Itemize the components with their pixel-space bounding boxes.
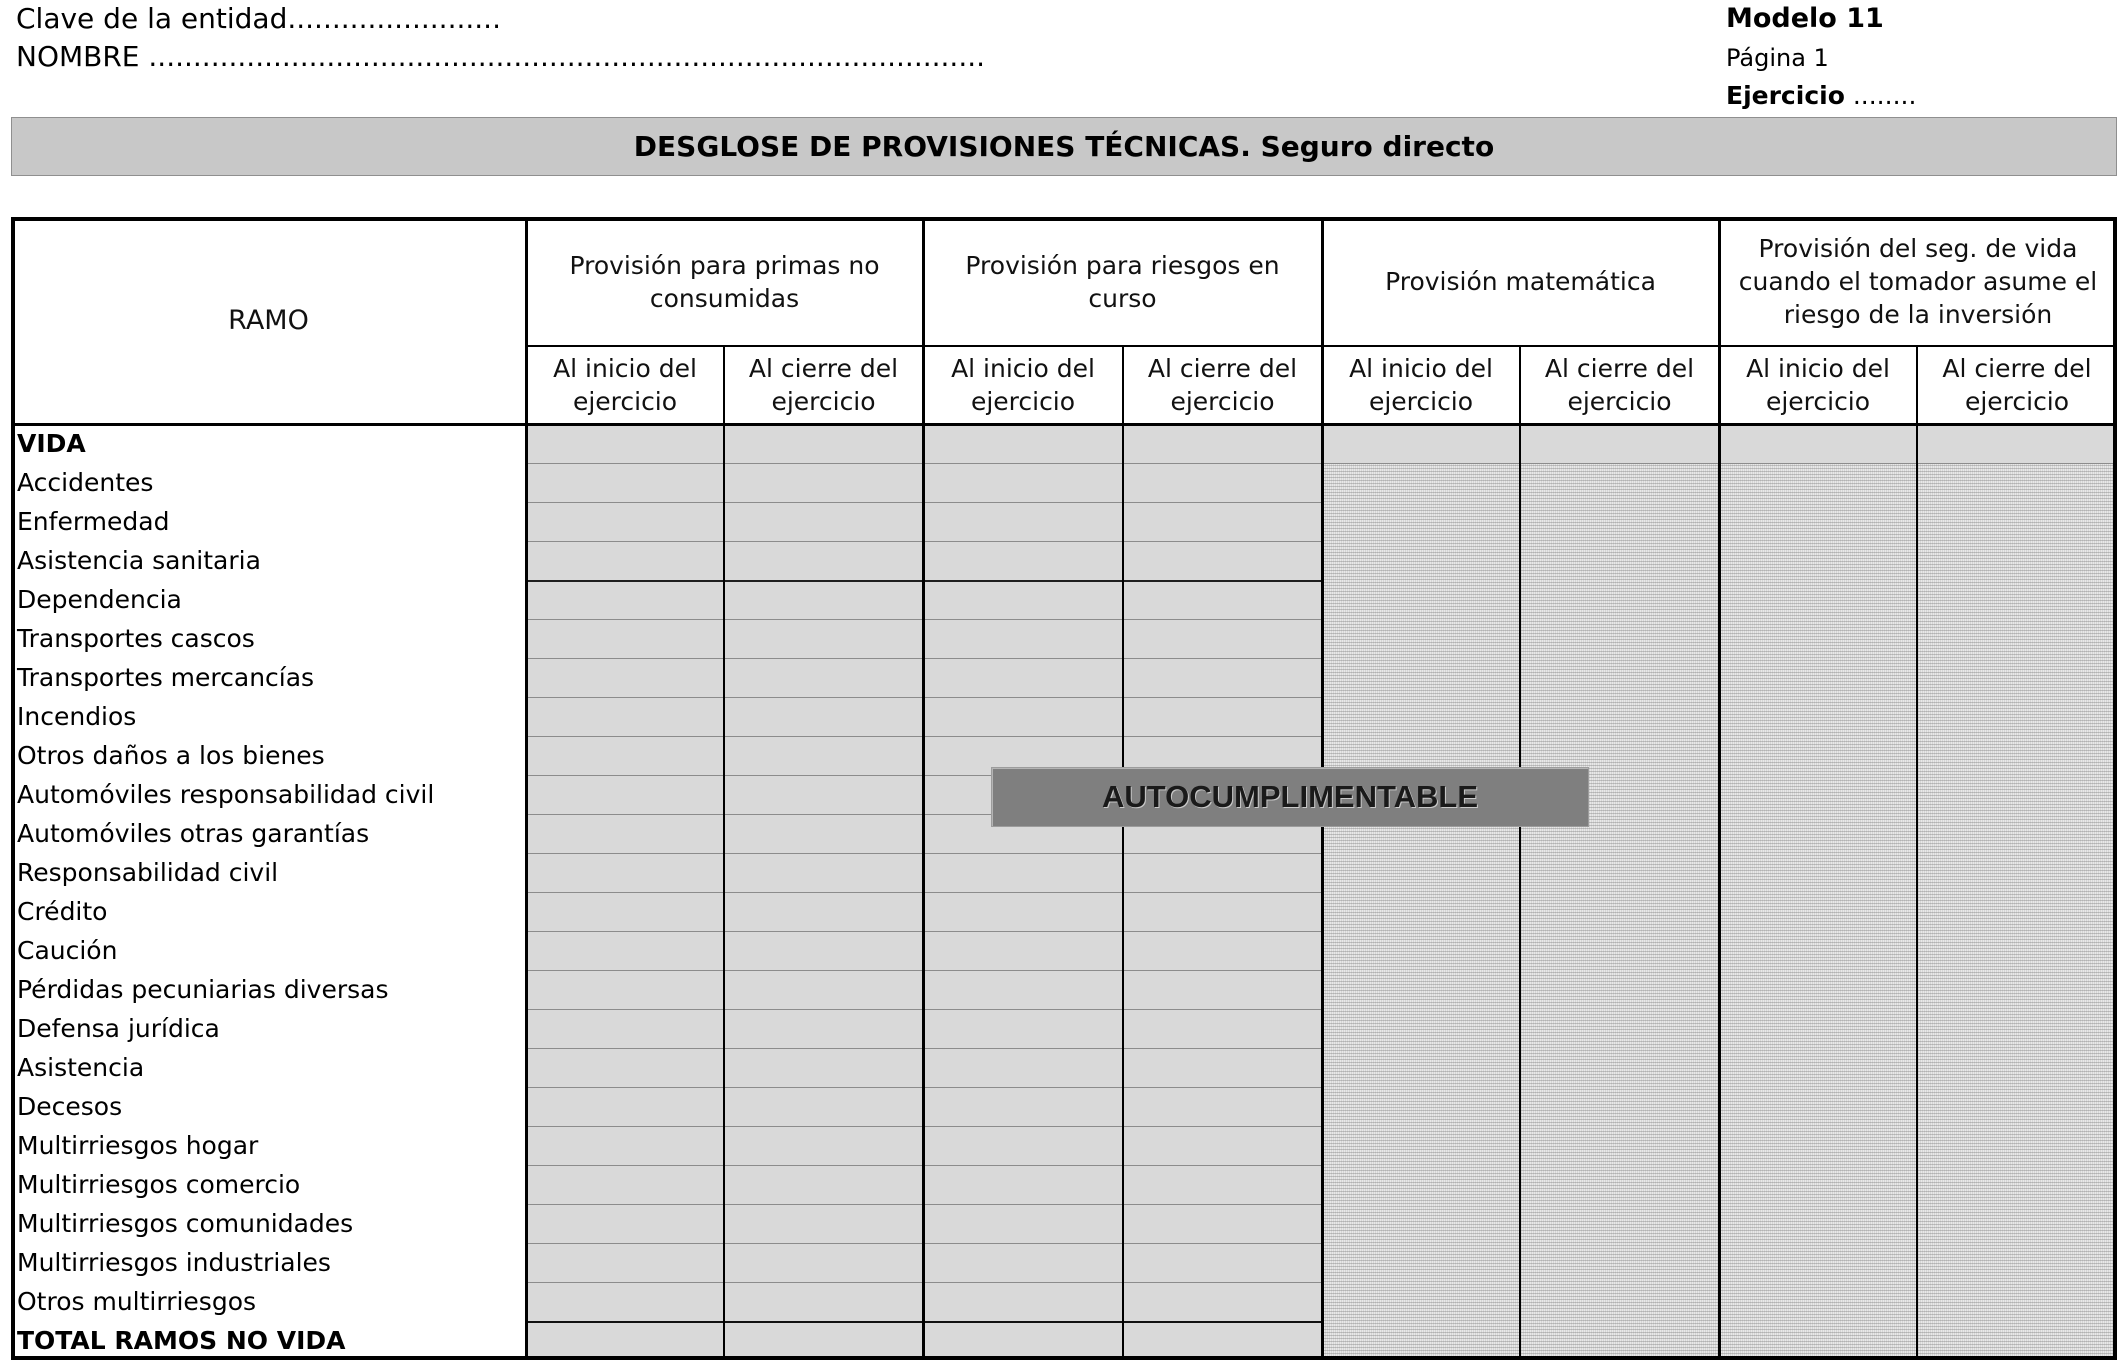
not-applicable-cell <box>1520 931 1719 970</box>
amount-field-ppnc-inicio[interactable] <box>526 1009 724 1048</box>
table-row <box>11 853 2117 892</box>
amount-field-prc-cierre[interactable] <box>1123 1048 1322 1087</box>
amount-field-ppnc-cierre[interactable] <box>724 1243 923 1282</box>
amount-field-ppnc-inicio[interactable] <box>526 580 724 619</box>
autofill-stamp <box>991 767 1589 827</box>
ramo-label: Multirriesgos comercio <box>17 1170 301 1199</box>
not-applicable-cell <box>1520 1282 1719 1321</box>
table-row <box>11 463 2117 502</box>
not-applicable-cell <box>1719 1165 1917 1204</box>
amount-field-ppnc-inicio[interactable] <box>526 1048 724 1087</box>
not-applicable-cell <box>1917 931 2117 970</box>
not-applicable-cell <box>1719 1282 1917 1321</box>
amount-field-prc-inicio[interactable] <box>923 1321 1123 1360</box>
table-row <box>11 892 2117 931</box>
ramo-label: VIDA <box>17 429 86 458</box>
column-divider <box>1519 346 1521 1360</box>
not-applicable-cell <box>1322 463 1520 502</box>
amount-field-ppnc-inicio[interactable] <box>526 541 724 580</box>
amount-field-prc-inicio[interactable] <box>923 1087 1123 1126</box>
ramo-label: Dependencia <box>17 585 182 614</box>
not-applicable-cell <box>1322 892 1520 931</box>
table-row <box>11 1126 2117 1165</box>
amount-field-ppnc-cierre[interactable] <box>724 697 923 736</box>
amount-field-ppnc-inicio[interactable] <box>526 892 724 931</box>
amount-field-prc-cierre[interactable] <box>1123 619 1322 658</box>
amount-field-ppnc-cierre[interactable] <box>724 1282 923 1321</box>
amount-field-prc-cierre[interactable] <box>1123 1282 1322 1321</box>
ramo-header: RAMO <box>228 305 309 336</box>
header-divider <box>11 423 2117 426</box>
amount-field-ppnc-cierre[interactable] <box>724 424 923 463</box>
amount-field-prc-cierre[interactable] <box>1123 853 1322 892</box>
not-applicable-cell <box>1917 619 2117 658</box>
group-header-riesgos-en-curso: Provisión para riesgos en curso <box>965 250 1280 313</box>
not-applicable-cell <box>1322 658 1520 697</box>
not-applicable-cell <box>1917 1126 2117 1165</box>
amount-field-ppnc-cierre[interactable] <box>724 736 923 775</box>
ramo-label: Responsabilidad civil <box>17 858 279 887</box>
amount-field-ppnc-cierre[interactable] <box>724 853 923 892</box>
not-applicable-cell <box>1322 1126 1520 1165</box>
header-divider <box>526 345 2117 347</box>
amount-field-ppnc-inicio[interactable] <box>526 775 724 814</box>
not-applicable-cell <box>1520 580 1719 619</box>
ramo-label: Enfermedad <box>17 507 170 536</box>
not-applicable-cell <box>1917 970 2117 1009</box>
amount-field-prc-inicio[interactable] <box>923 1048 1123 1087</box>
title-bar <box>11 117 2117 176</box>
table-row <box>11 1048 2117 1087</box>
not-applicable-cell <box>1917 1009 2117 1048</box>
amount-field-ppnc-cierre[interactable] <box>724 619 923 658</box>
amount-field-prc-inicio[interactable] <box>923 1204 1123 1243</box>
ramo-label: Multirriesgos hogar <box>17 1131 259 1160</box>
ramo-label: Otros daños a los bienes <box>17 741 325 770</box>
not-applicable-cell <box>1719 814 1917 853</box>
amount-field-ppnc-cierre[interactable] <box>724 1087 923 1126</box>
amount-field-ppnc-inicio[interactable] <box>526 736 724 775</box>
not-applicable-cell <box>1322 1243 1520 1282</box>
not-applicable-cell <box>1917 1282 2117 1321</box>
page-title: DESGLOSE DE PROVISIONES TÉCNICAS. Seguro directo <box>633 130 1495 163</box>
not-applicable-cell <box>1719 775 1917 814</box>
not-applicable-cell <box>1917 814 2117 853</box>
amount-field-ppnc-inicio[interactable] <box>526 1204 724 1243</box>
amount-field-pm-inicio[interactable] <box>1322 424 1520 463</box>
amount-field-prc-inicio[interactable] <box>923 1165 1123 1204</box>
not-applicable-cell <box>1719 892 1917 931</box>
not-applicable-cell <box>1719 463 1917 502</box>
not-applicable-cell <box>1719 1321 1917 1360</box>
not-applicable-cell <box>1917 463 2117 502</box>
not-applicable-cell <box>1917 658 2117 697</box>
subheader-inicio: Al inicio del ejercicio <box>1746 354 1890 416</box>
table-row <box>11 502 2117 541</box>
table-row <box>11 1243 2117 1282</box>
amount-field-prc-inicio[interactable] <box>923 580 1123 619</box>
entity-key-line: Clave de la entidad........................ <box>16 2 501 35</box>
amount-field-ppnc-cierre[interactable] <box>724 1204 923 1243</box>
ramo-label: Multirriesgos comunidades <box>17 1209 354 1238</box>
amount-field-prc-inicio[interactable] <box>923 1126 1123 1165</box>
table-row <box>11 619 2117 658</box>
table-row <box>11 697 2117 736</box>
amount-field-prc-cierre[interactable] <box>1123 1126 1322 1165</box>
amount-field-prc-cierre[interactable] <box>1123 463 1322 502</box>
amount-field-prc-cierre[interactable] <box>1123 1243 1322 1282</box>
amount-field-prc-inicio[interactable] <box>923 697 1123 736</box>
amount-field-ppnc-inicio[interactable] <box>526 970 724 1009</box>
amount-field-ppnc-cierre[interactable] <box>724 541 923 580</box>
not-applicable-cell <box>1322 1165 1520 1204</box>
subheader-cierre: Al cierre del ejercicio <box>748 354 899 416</box>
column-divider <box>723 346 725 1360</box>
ramo-label: Pérdidas pecuniarias diversas <box>17 975 389 1004</box>
amount-field-ppnc-cierre[interactable] <box>724 1126 923 1165</box>
not-applicable-cell <box>1719 1243 1917 1282</box>
not-applicable-cell <box>1917 580 2117 619</box>
amount-field-prc-inicio[interactable] <box>923 892 1123 931</box>
table-row <box>11 1321 2117 1360</box>
amount-field-ppnc-inicio[interactable] <box>526 697 724 736</box>
not-applicable-cell <box>1322 1009 1520 1048</box>
entity-name-line: NOMBRE .............................................................................................. <box>16 40 986 73</box>
amount-field-prc-inicio[interactable] <box>923 424 1123 463</box>
amount-field-prc-inicio[interactable] <box>923 1282 1123 1321</box>
subheader-inicio: Al inicio del ejercicio <box>951 354 1095 416</box>
amount-field-pvi-inicio[interactable] <box>1719 424 1917 463</box>
ramo-label: Asistencia <box>17 1053 145 1082</box>
ramo-label: Asistencia sanitaria <box>17 546 261 575</box>
amount-field-ppnc-cierre[interactable] <box>724 580 923 619</box>
not-applicable-cell <box>1322 1282 1520 1321</box>
not-applicable-cell <box>1719 502 1917 541</box>
amount-field-prc-cierre[interactable] <box>1123 697 1322 736</box>
not-applicable-cell <box>1917 853 2117 892</box>
not-applicable-cell <box>1719 1048 1917 1087</box>
amount-field-ppnc-inicio[interactable] <box>526 463 724 502</box>
table-row <box>11 424 2117 463</box>
not-applicable-cell <box>1719 658 1917 697</box>
amount-field-ppnc-cierre[interactable] <box>724 970 923 1009</box>
amount-field-prc-cierre[interactable] <box>1123 1321 1322 1360</box>
amount-field-prc-cierre[interactable] <box>1123 541 1322 580</box>
table-row <box>11 1165 2117 1204</box>
amount-field-prc-cierre[interactable] <box>1123 892 1322 931</box>
amount-field-ppnc-cierre[interactable] <box>724 775 923 814</box>
group-header-provision-matematica: Provisión matemática <box>1385 267 1656 296</box>
not-applicable-cell <box>1719 619 1917 658</box>
not-applicable-cell <box>1719 541 1917 580</box>
not-applicable-cell <box>1917 502 2117 541</box>
amount-field-ppnc-inicio[interactable] <box>526 1243 724 1282</box>
amount-field-prc-cierre[interactable] <box>1123 1165 1322 1204</box>
amount-field-ppnc-cierre[interactable] <box>724 463 923 502</box>
not-applicable-cell <box>1322 931 1520 970</box>
not-applicable-cell <box>1719 1087 1917 1126</box>
not-applicable-cell <box>1719 697 1917 736</box>
not-applicable-cell <box>1520 502 1719 541</box>
not-applicable-cell <box>1917 1087 2117 1126</box>
amount-field-ppnc-inicio[interactable] <box>526 502 724 541</box>
amount-field-ppnc-cierre[interactable] <box>724 1009 923 1048</box>
not-applicable-cell <box>1520 1048 1719 1087</box>
amount-field-prc-inicio[interactable] <box>923 1009 1123 1048</box>
subheader-inicio: Al inicio del ejercicio <box>1349 354 1493 416</box>
ramo-label: Transportes mercancías <box>17 663 315 692</box>
fiscal-year-label: Ejercicio <box>1726 81 1845 110</box>
column-divider <box>525 217 528 1360</box>
ramo-label: Transportes cascos <box>17 624 255 653</box>
not-applicable-cell <box>1917 892 2117 931</box>
amount-field-prc-cierre[interactable] <box>1123 970 1322 1009</box>
amount-field-ppnc-inicio[interactable] <box>526 853 724 892</box>
ramo-label: Incendios <box>17 702 137 731</box>
fiscal-year-line <box>1726 83 1916 108</box>
not-applicable-cell <box>1520 1204 1719 1243</box>
amount-field-pm-cierre[interactable] <box>1520 424 1719 463</box>
not-applicable-cell <box>1719 931 1917 970</box>
not-applicable-cell <box>1917 1321 2117 1360</box>
not-applicable-cell <box>1520 1321 1719 1360</box>
not-applicable-cell <box>1520 1087 1719 1126</box>
amount-field-ppnc-inicio[interactable] <box>526 619 724 658</box>
not-applicable-cell <box>1520 619 1719 658</box>
amount-field-ppnc-cierre[interactable] <box>724 658 923 697</box>
amount-field-ppnc-cierre[interactable] <box>724 892 923 931</box>
ramo-label: Accidentes <box>17 468 154 497</box>
not-applicable-cell <box>1917 1204 2117 1243</box>
amount-field-prc-cierre[interactable] <box>1123 931 1322 970</box>
not-applicable-cell <box>1520 1126 1719 1165</box>
amount-field-prc-inicio[interactable] <box>923 1243 1123 1282</box>
amount-field-ppnc-cierre[interactable] <box>724 1165 923 1204</box>
ramo-label: Defensa jurídica <box>17 1014 220 1043</box>
amount-field-ppnc-inicio[interactable] <box>526 814 724 853</box>
not-applicable-cell <box>1719 970 1917 1009</box>
not-applicable-cell <box>1322 1087 1520 1126</box>
group-header-riesgo-inversion: Provisión del seg. de vida cuando el tomador asume el riesgo de la inversión <box>1738 234 2098 329</box>
amount-field-prc-inicio[interactable] <box>923 541 1123 580</box>
not-applicable-cell <box>1322 697 1520 736</box>
not-applicable-cell <box>1322 619 1520 658</box>
not-applicable-cell <box>1322 1048 1520 1087</box>
column-divider <box>1718 217 1721 1360</box>
table-row <box>11 1009 2117 1048</box>
fiscal-year-value: ........ <box>1852 81 1917 110</box>
amount-field-prc-inicio[interactable] <box>923 619 1123 658</box>
table-row <box>11 1282 2117 1321</box>
not-applicable-cell <box>1719 736 1917 775</box>
not-applicable-cell <box>1917 1165 2117 1204</box>
column-divider <box>1916 346 1918 1360</box>
not-applicable-cell <box>1917 541 2117 580</box>
table-row <box>11 1204 2117 1243</box>
not-applicable-cell <box>1719 853 1917 892</box>
not-applicable-cell <box>1520 463 1719 502</box>
not-applicable-cell <box>1322 580 1520 619</box>
not-applicable-cell <box>1322 1321 1520 1360</box>
subheader-cierre: Al cierre del ejercicio <box>1147 354 1298 416</box>
table-row <box>11 580 2117 619</box>
amount-field-ppnc-inicio[interactable] <box>526 1087 724 1126</box>
amount-field-prc-cierre[interactable] <box>1123 658 1322 697</box>
column-divider <box>1122 346 1124 1360</box>
not-applicable-cell <box>1917 775 2117 814</box>
ramo-label: Crédito <box>17 897 108 926</box>
ramo-label: Automóviles responsabilidad civil <box>17 780 435 809</box>
not-applicable-cell <box>1520 892 1719 931</box>
not-applicable-cell <box>1322 970 1520 1009</box>
not-applicable-cell <box>1520 658 1719 697</box>
amount-field-ppnc-cierre[interactable] <box>724 1321 923 1360</box>
not-applicable-cell <box>1917 736 2117 775</box>
not-applicable-cell <box>1322 1204 1520 1243</box>
amount-field-prc-cierre[interactable] <box>1123 1009 1322 1048</box>
amount-field-prc-inicio[interactable] <box>923 853 1123 892</box>
ramo-label: Automóviles otras garantías <box>17 819 370 848</box>
amount-field-pvi-cierre[interactable] <box>1917 424 2117 463</box>
amount-field-ppnc-inicio[interactable] <box>526 658 724 697</box>
not-applicable-cell <box>1322 541 1520 580</box>
amount-field-ppnc-inicio[interactable] <box>526 1282 724 1321</box>
autofill-stamp-label: AUTOCUMPLIMENTABLE <box>1102 779 1478 814</box>
amount-field-prc-inicio[interactable] <box>923 463 1123 502</box>
amount-field-ppnc-cierre[interactable] <box>724 814 923 853</box>
not-applicable-cell <box>1917 697 2117 736</box>
not-applicable-cell <box>1520 697 1719 736</box>
not-applicable-cell <box>1719 580 1917 619</box>
amount-field-ppnc-inicio[interactable] <box>526 424 724 463</box>
not-applicable-cell <box>1917 1048 2117 1087</box>
table-row <box>11 931 2117 970</box>
not-applicable-cell <box>1322 502 1520 541</box>
amount-field-prc-cierre[interactable] <box>1123 424 1322 463</box>
not-applicable-cell <box>1520 1243 1719 1282</box>
amount-field-ppnc-inicio[interactable] <box>526 1126 724 1165</box>
amount-field-prc-cierre[interactable] <box>1123 580 1322 619</box>
column-divider <box>922 217 925 1360</box>
amount-field-prc-cierre[interactable] <box>1123 1204 1322 1243</box>
group-header-primas-no-consumidas: Provisión para primas no consumidas <box>569 250 880 313</box>
not-applicable-cell <box>1719 1126 1917 1165</box>
ramo-label: Otros multirriesgos <box>17 1287 257 1316</box>
page-number: Página 1 <box>1726 44 1829 72</box>
ramo-label: TOTAL RAMOS NO VIDA <box>17 1326 346 1355</box>
not-applicable-cell <box>1520 1165 1719 1204</box>
not-applicable-cell <box>1719 1009 1917 1048</box>
amount-field-prc-cierre[interactable] <box>1123 502 1322 541</box>
amount-field-prc-cierre[interactable] <box>1123 1087 1322 1126</box>
not-applicable-cell <box>1520 541 1719 580</box>
table-row <box>11 1087 2117 1126</box>
ramo-label: Decesos <box>17 1092 123 1121</box>
amount-field-ppnc-inicio[interactable] <box>526 1165 724 1204</box>
amount-field-ppnc-inicio[interactable] <box>526 1321 724 1360</box>
amount-field-prc-inicio[interactable] <box>923 970 1123 1009</box>
amount-field-prc-inicio[interactable] <box>923 931 1123 970</box>
subheader-inicio: Al inicio del ejercicio <box>553 354 697 416</box>
table-row <box>11 970 2117 1009</box>
amount-field-prc-inicio[interactable] <box>923 502 1123 541</box>
not-applicable-cell <box>1322 853 1520 892</box>
subheader-cierre: Al cierre del ejercicio <box>1942 354 2092 416</box>
not-applicable-cell <box>1520 1009 1719 1048</box>
table-row <box>11 658 2117 697</box>
table-row <box>11 541 2117 580</box>
amount-field-prc-inicio[interactable] <box>923 658 1123 697</box>
amount-field-ppnc-cierre[interactable] <box>724 502 923 541</box>
amount-field-ppnc-cierre[interactable] <box>724 1048 923 1087</box>
not-applicable-cell <box>1917 1243 2117 1282</box>
not-applicable-cell <box>1520 853 1719 892</box>
amount-field-ppnc-inicio[interactable] <box>526 931 724 970</box>
ramo-label: Caución <box>17 936 118 965</box>
amount-field-ppnc-cierre[interactable] <box>724 931 923 970</box>
ramo-label: Multirriesgos industriales <box>17 1248 331 1277</box>
subheader-cierre: Al cierre del ejercicio <box>1544 354 1695 416</box>
model-number: Modelo 11 <box>1726 3 1884 34</box>
not-applicable-cell <box>1719 1204 1917 1243</box>
not-applicable-cell <box>1520 970 1719 1009</box>
